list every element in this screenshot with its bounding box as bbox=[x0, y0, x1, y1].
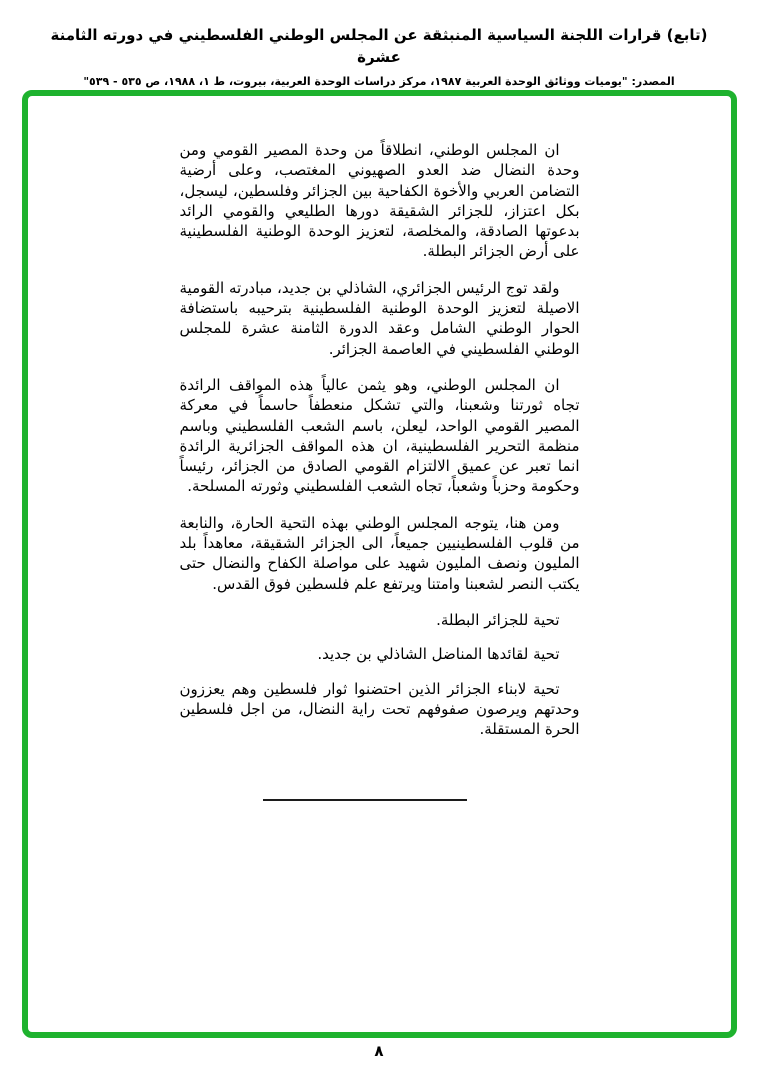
body-text-column bbox=[180, 140, 580, 801]
salute-line-1: تحية للجزائر البطلة. bbox=[436, 610, 560, 629]
body-paragraph-4: ومن هنا، يتوجه المجلس الوطني بهذه التحية الحارة، والنابعة من قلوب الفلسطينيين جميعاً، الى الجزائر الشقيقة، معاهداً بلد المليون ونصف المليون شهيد على مواصلة الكفاح والنضال حتى يكتب النصر لشعبنا وامتنا ويرتفع علم فلسطين فوق القدس. bbox=[179, 513, 580, 593]
document-header bbox=[0, 0, 758, 88]
body-paragraph-3: ان المجلس الوطني، وهو يثمن عالياً هذه المواقف الرائدة تجاه ثورتنا وشعبنا، والتي تشكل منعطفاً حاسماً في معركة المصير القومي الواحد، ليعلن، باسم الشعب الفلسطيني وباسم منظمة التحرير الفلسطينية، ان هذه المواقف الجزائرية الرائدة انما تعبر عن عميق الالتزام القومي الصادق من الجزائر، رئيساً وحكومة وحزباً وشعباً، تجاه الشعب الفلسطيني وثورته المسلحة. bbox=[179, 375, 580, 496]
salute-line-3: تحية لابناء الجزائر الذين احتضنوا ثوار فلسطين وهم يعززون وحدتهم ويرصون صفوفهم تحت راية النضال، من اجل فلسطين الحرة المستقلة. bbox=[179, 679, 580, 739]
source-citation: المصدر: "يوميات ووثائق الوحدة العربية ١٩٨٧، مركز دراسات الوحدة العربية، بيروت، ط ١، ١٩٨٨، ص ٥٣٥ - ٥٣٩" bbox=[83, 75, 675, 88]
salute-line-2: تحية لقائدها المناضل الشاذلي بن جديد. bbox=[317, 645, 560, 664]
body-paragraph-1: ان المجلس الوطني، انطلاقاً من وحدة المصير القومي ومن وحدة النضال ضد العدو الصهيوني المغتصب، وعلى أرضية التضامن العربي والأخوة الكفاحية بين الجزائر وفلسطين، ليسجل، بكل اعتزاز، للجزائر الشقيقة دورها الطليعي والقومي الرائد بدعوتها الصادقة، والمخلصة، لتعزيز الوحدة الوطنية الفلسطينية على أرض الجزائر البطلة. bbox=[179, 141, 580, 261]
green-border-frame bbox=[22, 90, 737, 1038]
body-paragraph-2: ولقد توج الرئيس الجزائري، الشاذلي بن جديد، مبادرته القومية الاصيلة لتعزيز الوحدة الوطنية الفلسطينية بترحيبه باستضافة الحوار الوطني الشامل وعقد الدورة الثامنة عشرة للمجلس الوطني الفلسطيني في العاصمة الجزائر. bbox=[179, 278, 580, 358]
page-title: (تابع) قرارات اللجنة السياسية المنبثقة عن المجلس الوطني الفلسطيني في دورته الثامنة عشرة bbox=[50, 26, 708, 66]
divider-line bbox=[263, 799, 467, 801]
page-number: ٨ bbox=[374, 1042, 384, 1060]
